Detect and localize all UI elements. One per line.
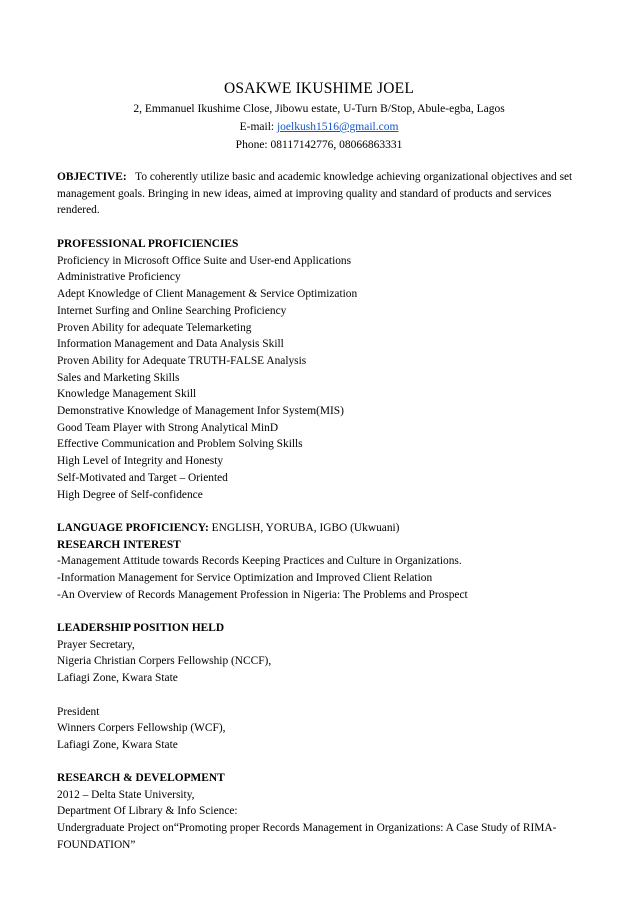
research-interest-heading: RESEARCH INTEREST <box>57 538 181 551</box>
proficiency-item: Self-Motivated and Target – Oriented <box>57 471 228 484</box>
leadership-heading: LEADERSHIP POSITION HELD <box>57 622 225 634</box>
research-development-line: 2012 – Delta State University, <box>57 788 195 801</box>
research-development-section <box>57 770 582 854</box>
leadership-line: Nigeria Christian Corpers Fellowship (NCCF), <box>57 655 272 668</box>
proficiency-item: Good Team Player with Strong Analytical MinD <box>57 421 279 434</box>
objective-heading: OBJECTIVE: <box>57 171 127 183</box>
objective-section <box>57 169 582 219</box>
proficiencies-heading: PROFESSIONAL PROFICIENCIES <box>57 238 239 250</box>
language-line <box>57 520 582 537</box>
language-text: ENGLISH, YORUBA, IGBO (Ukwuani) <box>211 522 400 534</box>
proficiency-item: Sales and Marketing Skills <box>57 371 180 384</box>
research-development-line: Undergraduate Project on“Promoting proper Records Management in Organizations: A Case Study of RIMA- <box>57 822 557 835</box>
objective-text: To coherently utilize basic and academic knowledge achieving organizational objectives and set management goals. Bringing in new ideas, aimed at improving quality and standard of products and services rendered. <box>57 171 573 217</box>
applicant-name: OSAKWE IKUSHIME JOEL <box>224 80 414 97</box>
proficiency-item: Proven Ability for Adequate TRUTH-FALSE Analysis <box>57 354 307 367</box>
phone-line: Phone: 08117142776, 08066863331 <box>235 139 403 151</box>
research-development-heading: RESEARCH & DEVELOPMENT <box>57 772 225 784</box>
proficiency-item: Administrative Proficiency <box>57 271 181 284</box>
proficiency-item: Demonstrative Knowledge of Management Infor System(MIS) <box>57 405 344 418</box>
proficiency-item: High Degree of Self-confidence <box>57 488 203 501</box>
proficiency-item: High Level of Integrity and Honesty <box>57 455 224 468</box>
email-label: E-mail: <box>239 121 277 133</box>
proficiency-item: Proven Ability for adequate Telemarketing <box>57 321 252 334</box>
proficiency-item: Effective Communication and Problem Solving Skills <box>57 438 303 451</box>
research-interest-item: -Information Management for Service Optimization and Improved Client Relation <box>57 572 433 585</box>
research-development-line: Department Of Library & Info Science: <box>57 805 238 818</box>
leadership-line: President <box>57 705 100 718</box>
spacer <box>57 687 582 704</box>
leadership-line: Prayer Secretary, <box>57 638 135 651</box>
leadership-line: Winners Corpers Fellowship (WCF), <box>57 722 226 735</box>
objective-paragraph <box>57 169 582 219</box>
email-link[interactable]: joelkush1516@gmail.com <box>276 121 399 133</box>
leadership-line: Lafiagi Zone, Kwara State <box>57 738 178 751</box>
proficiency-item: Information Management and Data Analysis Skill <box>57 338 284 351</box>
proficiency-item: Knowledge Management Skill <box>57 388 197 401</box>
proficiency-item: Internet Surfing and Online Searching Proficiency <box>57 304 287 317</box>
proficiencies-section <box>57 236 582 503</box>
leadership-line: Lafiagi Zone, Kwara State <box>57 672 178 685</box>
email-line <box>0 121 638 133</box>
research-interest-item: -An Overview of Records Management Profession in Nigeria: The Problems and Prospect <box>57 588 468 601</box>
research-development-line: FOUNDATION” <box>57 838 136 851</box>
research-interest-item: -Management Attitude towards Records Keeping Practices and Culture in Organizations. <box>57 555 462 568</box>
proficiency-item: Adept Knowledge of Client Management & Service Optimization <box>57 288 358 301</box>
language-research-section <box>57 520 582 604</box>
language-heading: LANGUAGE PROFICIENCY: <box>57 522 209 534</box>
proficiency-item: Proficiency in Microsoft Office Suite and User-end Applications <box>57 254 352 267</box>
leadership-section <box>57 620 582 754</box>
applicant-address: 2, Emmanuel Ikushime Close, Jibowu estate, U-Turn B/Stop, Abule-egba, Lagos <box>133 103 505 115</box>
